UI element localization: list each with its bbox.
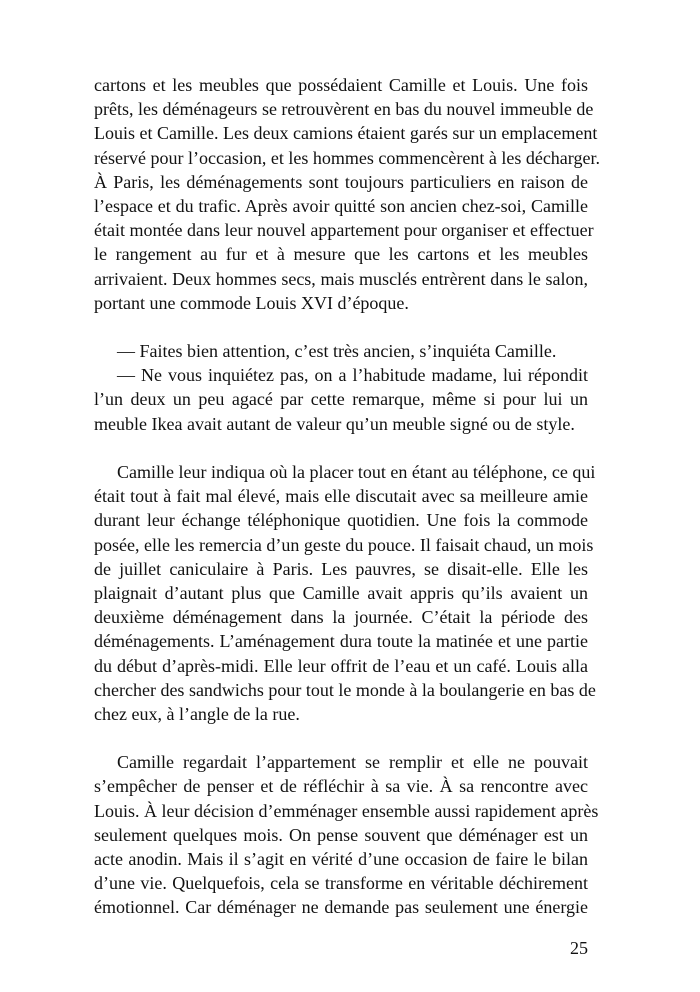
text-line: Camille regardait l’appartement se remplir et elle ne pouvait [117, 752, 588, 773]
text-line: était montée dans leur nouvel appartement pour organiser et effectuer [94, 220, 594, 241]
text-line: Camille leur indiqua où la placer tout en étant au téléphone, ce qui [117, 462, 596, 482]
paragraph [94, 339, 588, 363]
text-line: meuble Ikea avait autant de valeur qu’un meuble signé ou de style. [94, 413, 575, 434]
text-line: À Paris, les déménagements sont toujours particuliers en raison de [94, 171, 588, 192]
paragraph [94, 750, 599, 919]
text-line: cartons et les meubles que possédaient Camille et Louis. Une fois [94, 75, 588, 95]
text-line: deuxième déménagement dans la journée. C’était la période des [94, 607, 588, 628]
text-line: acte anodin. Mais il s’agit en vérité d’une occasion de faire le bilan [94, 849, 588, 869]
text-line: de juillet caniculaire à Paris. Les pauvres, se disait-elle. Elle les [94, 558, 588, 579]
text-line: l’un deux un peu agacé par cette remarque, même si pour lui un [94, 389, 588, 410]
text-line: Louis. À leur décision d’emménager ensemble aussi rapidement après [94, 800, 599, 821]
paragraph [94, 363, 588, 436]
text-line: était tout à fait mal élevé, mais elle discutait avec sa meilleure amie [94, 486, 588, 507]
text-line: d’une vie. Quelquefois, cela se transforme en véritable déchirement [94, 873, 588, 894]
paragraph [94, 460, 596, 726]
text-line: Louis et Camille. Les deux camions étaient garés sur un emplacement [94, 123, 598, 144]
text-line: du début d’après-midi. Elle leur offrit de l’eau et un café. Louis alla [94, 655, 588, 676]
text-line: seulement quelques mois. On pense souvent que déménager est un [94, 824, 588, 845]
text-line: prêts, les déménageurs se retrouvèrent en bas du nouvel immeuble de [94, 99, 594, 120]
text-line: — Faites bien attention, c’est très ancien, s’inquiéta Camille. [117, 341, 557, 362]
text-line: durant leur échange téléphonique quotidien. Une fois la commode [94, 510, 588, 531]
text-line: le rangement au fur et à mesure que les cartons et les meubles [94, 244, 588, 265]
text-line: émotionnel. Car déménager ne demande pas seulement une énergie [94, 897, 588, 918]
page-number: 25 [570, 938, 588, 958]
page-body [94, 73, 600, 944]
text-line: plaignait d’autant plus que Camille avait appris qu’ils avaient un [94, 582, 588, 603]
text-line: arrivaient. Deux hommes secs, mais musclés entrèrent dans le salon, [94, 268, 588, 289]
text-line: posée, elle les remercia d’un geste du pouce. Il faisait chaud, un mois [94, 534, 594, 555]
text-line: chez eux, à l’angle de la rue. [94, 703, 300, 724]
text-line: déménagements. L’aménagement dura toute la matinée et une partie [94, 631, 588, 652]
text-line: — Ne vous inquiétez pas, on a l’habitude madame, lui répondit [117, 365, 588, 386]
text-line: s’empêcher de penser et de réfléchir à sa vie. À sa rencontre avec [94, 776, 588, 797]
paragraph [94, 73, 600, 315]
text-line: l’espace et du trafic. Après avoir quitté son ancien chez-soi, Camille [94, 195, 588, 216]
text-line: portant une commode Louis XVI d’époque. [94, 292, 409, 313]
text-line: chercher des sandwichs pour tout le monde à la boulangerie en bas de [94, 679, 596, 700]
text-line: réservé pour l’occasion, et les hommes commencèrent à les décharger. [94, 147, 600, 168]
